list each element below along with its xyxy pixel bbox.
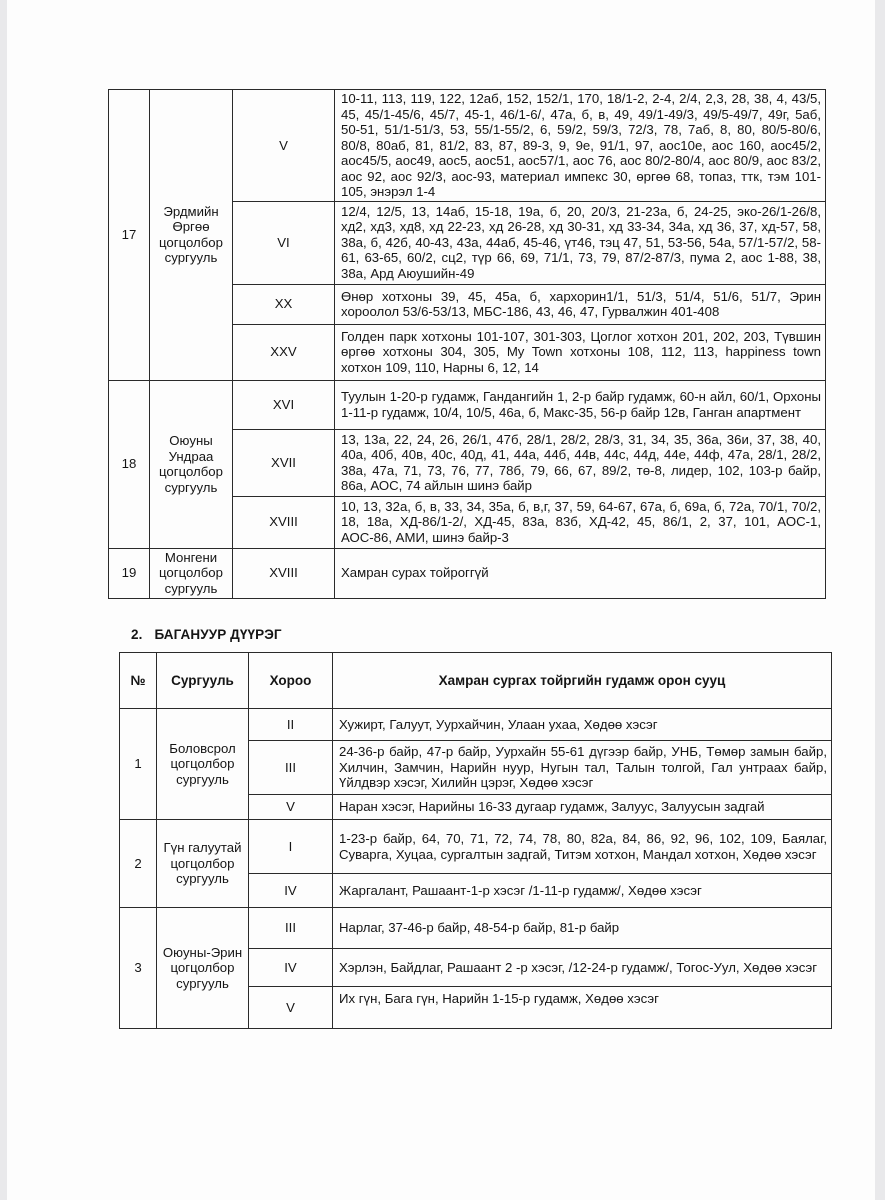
khoroo-cell: III: [249, 908, 333, 949]
address-cell: Туулын 1-20-р гудамж, Гандангийн 1, 2-р байр гудамж, 60-н айл, 60/1, Орхоны 1-11-р гудамж, 10/4, 10/5, 46а, б, Макс-35, 56-р байр 12в, Ганган апартмент: [335, 380, 826, 429]
address-cell: Хужирт, Галуут, Уурхайчин, Улаан ухаа, Хөдөө хэсэг: [333, 709, 832, 741]
table-row: [120, 709, 832, 741]
khoroo-cell: VI: [233, 201, 335, 284]
row-number: 19: [109, 548, 150, 598]
row-number: 2: [120, 820, 157, 908]
khoroo-cell: XVIII: [233, 496, 335, 548]
khoroo-cell: XVI: [233, 380, 335, 429]
address-cell: Өнөр хотхоны 39, 45, 45а, б, хархорин1/1, 51/3, 51/4, 51/6, 51/7, Эрин хороолол 53/6-53/13, МБС-186, 43, 46, 47, Гурвалжин 401-408: [335, 284, 826, 324]
khoroo-cell: V: [249, 987, 333, 1029]
address-cell: 10, 13, 32а, б, в, 33, 34, 35а, б, в,г, 37, 59, 64-67, 67а, б, 69а, б, 72а, 70/1, 70/2, 18, 18а, ХД-86/1-2/, ХД-45, 83а, 83б, ХД-42, 45, 86/1, 2, 37, 101, АОС-1, АОС-86, АМИ, шинэ байр-3: [335, 496, 826, 548]
address-cell: Нарлаг, 37-46-р байр, 48-54-р байр, 81-р байр: [333, 908, 832, 949]
table-row: [109, 548, 826, 598]
section-title: БАГАНУУР ДҮҮРЭГ: [154, 627, 282, 642]
row-number: 18: [109, 380, 150, 548]
khoroo-cell: XXV: [233, 324, 335, 380]
header-school: Сургууль: [157, 653, 249, 709]
school-name: Оюуны-Эрин цогцолбор сургууль: [157, 908, 249, 1029]
school-name: Монгени цогцолбор сургууль: [150, 548, 233, 598]
header-addresses: Хамран сургах тойргийн гудамж орон сууц: [333, 653, 832, 709]
header-khoroo: Хороо: [249, 653, 333, 709]
khoroo-cell: IV: [249, 874, 333, 908]
baganuur-school-district-table: [119, 652, 832, 1029]
address-cell: 12/4, 12/5, 13, 14аб, 15-18, 19а, б, 20, 20/3, 21-23а, б, 24-25, эко-26/1-26/8, хд2, хд3, хд8, хд 22-23, хд 26-28, хд 30-31, хд 33-34, 34а, хд 36, 37, хд-57, 58, 38а, б, 42б, 40-43, 43а, 44аб, 45-46, үт46, тэц 47, 51, 53-56, 54а, 57/1-57/2, 58-61, 63-65, 60/2, сц2, түр 66, 69, 71/1, 73, 79, 87/2-87/3, пума 2, аос 1-88, 38, 38а, Ард Аюушийн-49: [335, 201, 826, 284]
address-cell: Их гүн, Бага гүн, Нарийн 1-15-р гудамж, Хөдөө хэсэг: [333, 987, 832, 1029]
khoroo-cell: XVII: [233, 429, 335, 496]
school-name: Гүн галуутай цогцолбор сургууль: [157, 820, 249, 908]
address-cell: Хэрлэн, Байдлаг, Рашаант 2 -р хэсэг, /12-24-р гудамж/, Тогос-Уул, Хөдөө хэсэг: [333, 949, 832, 987]
khoroo-cell: II: [249, 709, 333, 741]
table-header-row: [120, 653, 832, 709]
address-cell: Жаргалант, Рашаант-1-р хэсэг /1-11-р гудамж/, Хөдөө хэсэг: [333, 874, 832, 908]
address-cell: 1-23-р байр, 64, 70, 71, 72, 74, 78, 80, 82а, 84, 86, 92, 96, 102, 109, Баялаг, Суварга, Хуцаа, сургалтын задгай, Титэм хотхон, Мандал хотхон, Хөдөө хэсэг: [333, 820, 832, 874]
khoroo-cell: V: [233, 90, 335, 202]
address-cell: 24-36-р байр, 47-р байр, Уурхайн 55-61 дүгээр байр, УНБ, Төмөр замын байр, Хилчин, Замчин, Нарийн нуур, Нугын тал, Талын толгой, Гал унтраах байр, Үйлдвэр хэсэг, Хилийн цэрэг, Хөдөө хэсэг: [333, 741, 832, 795]
table-row: [109, 380, 826, 429]
address-cell: Голден парк хотхоны 101-107, 301-303, Цоглог хотхон 201, 202, 203, Түвшин өргөө хотхоны 304, 305, My Town хотхоны 108, 112, 113, happiness town хотхон 109, 110, Нарны 6, 12, 14: [335, 324, 826, 380]
row-number: 3: [120, 908, 157, 1029]
khoroo-cell: IV: [249, 949, 333, 987]
address-cell: Наран хэсэг, Нарийны 16-33 дугаар гудамж, Залуус, Залуусын задгай: [333, 795, 832, 820]
table-row: [120, 820, 832, 874]
school-name: Эрдмийн Өргөө цогцолбор сургууль: [150, 90, 233, 381]
khoroo-cell: III: [249, 741, 333, 795]
address-cell: Хамран сурах тойроггүй: [335, 548, 826, 598]
school-name: Оюуны Ундраа цогцолбор сургууль: [150, 380, 233, 548]
school-district-table-continued: [108, 89, 826, 599]
address-cell: 13, 13а, 22, 24, 26, 26/1, 47б, 28/1, 28/2, 28/3, 31, 34, 35, 36а, 36и, 37, 38, 40, 40а, 40б, 40в, 40с, 40д, 41, 44а, 44б, 44в, 44с, 44д, 44е, 44ф, 47а, 28/1, 28/2, 38а, 47а, 71, 73, 76, 77, 78б, 79, 66, 67, 89/2, тө-8, лидер, 102, 103-р байр, 86а, АОС, 74 айлын шинэ байр: [335, 429, 826, 496]
section-number: 2.: [131, 627, 143, 642]
address-cell: 10-11, 113, 119, 122, 12аб, 152, 152/1, 170, 18/1-2, 2-4, 2/4, 2,3, 28, 38, 4, 43/5, 45, 45/1-45/6, 45/7, 45-1, 46/1-6/, 47а, б, в, 49, 49/1-49/3, 49/5-49/7, 49г, 5аб, 50-51, 51/1-51/3, 53, 55/1-55/2, 6, 59/2, 59/3, 72/3, 78, 7аб, 8, 80, 80/5-80/6, 80/8, 80аб, 81, 81/2, 83, 87, 89-3, 9, 9е, 91/1, 97, аос10е, аос 160, аос45/2, аос45/5, аос49, аос5, аос51, аос57/1, аос 76, аос 80/2-80/4, аос 80/9, аос 83/2, аос 92, аос 92/3, аос-93, материал импекс 30, өргөө 68, топаз, ттк, тэм 101-105, энэрэл 1-4: [335, 90, 826, 202]
school-name: Боловсрол цогцолбор сургууль: [157, 709, 249, 820]
table-row: [120, 908, 832, 949]
khoroo-cell: XVIII: [233, 548, 335, 598]
header-number: №: [120, 653, 157, 709]
row-number: 17: [109, 90, 150, 381]
section-heading: [131, 627, 282, 642]
khoroo-cell: V: [249, 795, 333, 820]
table-row: [109, 90, 826, 202]
row-number: 1: [120, 709, 157, 820]
khoroo-cell: I: [249, 820, 333, 874]
khoroo-cell: XX: [233, 284, 335, 324]
